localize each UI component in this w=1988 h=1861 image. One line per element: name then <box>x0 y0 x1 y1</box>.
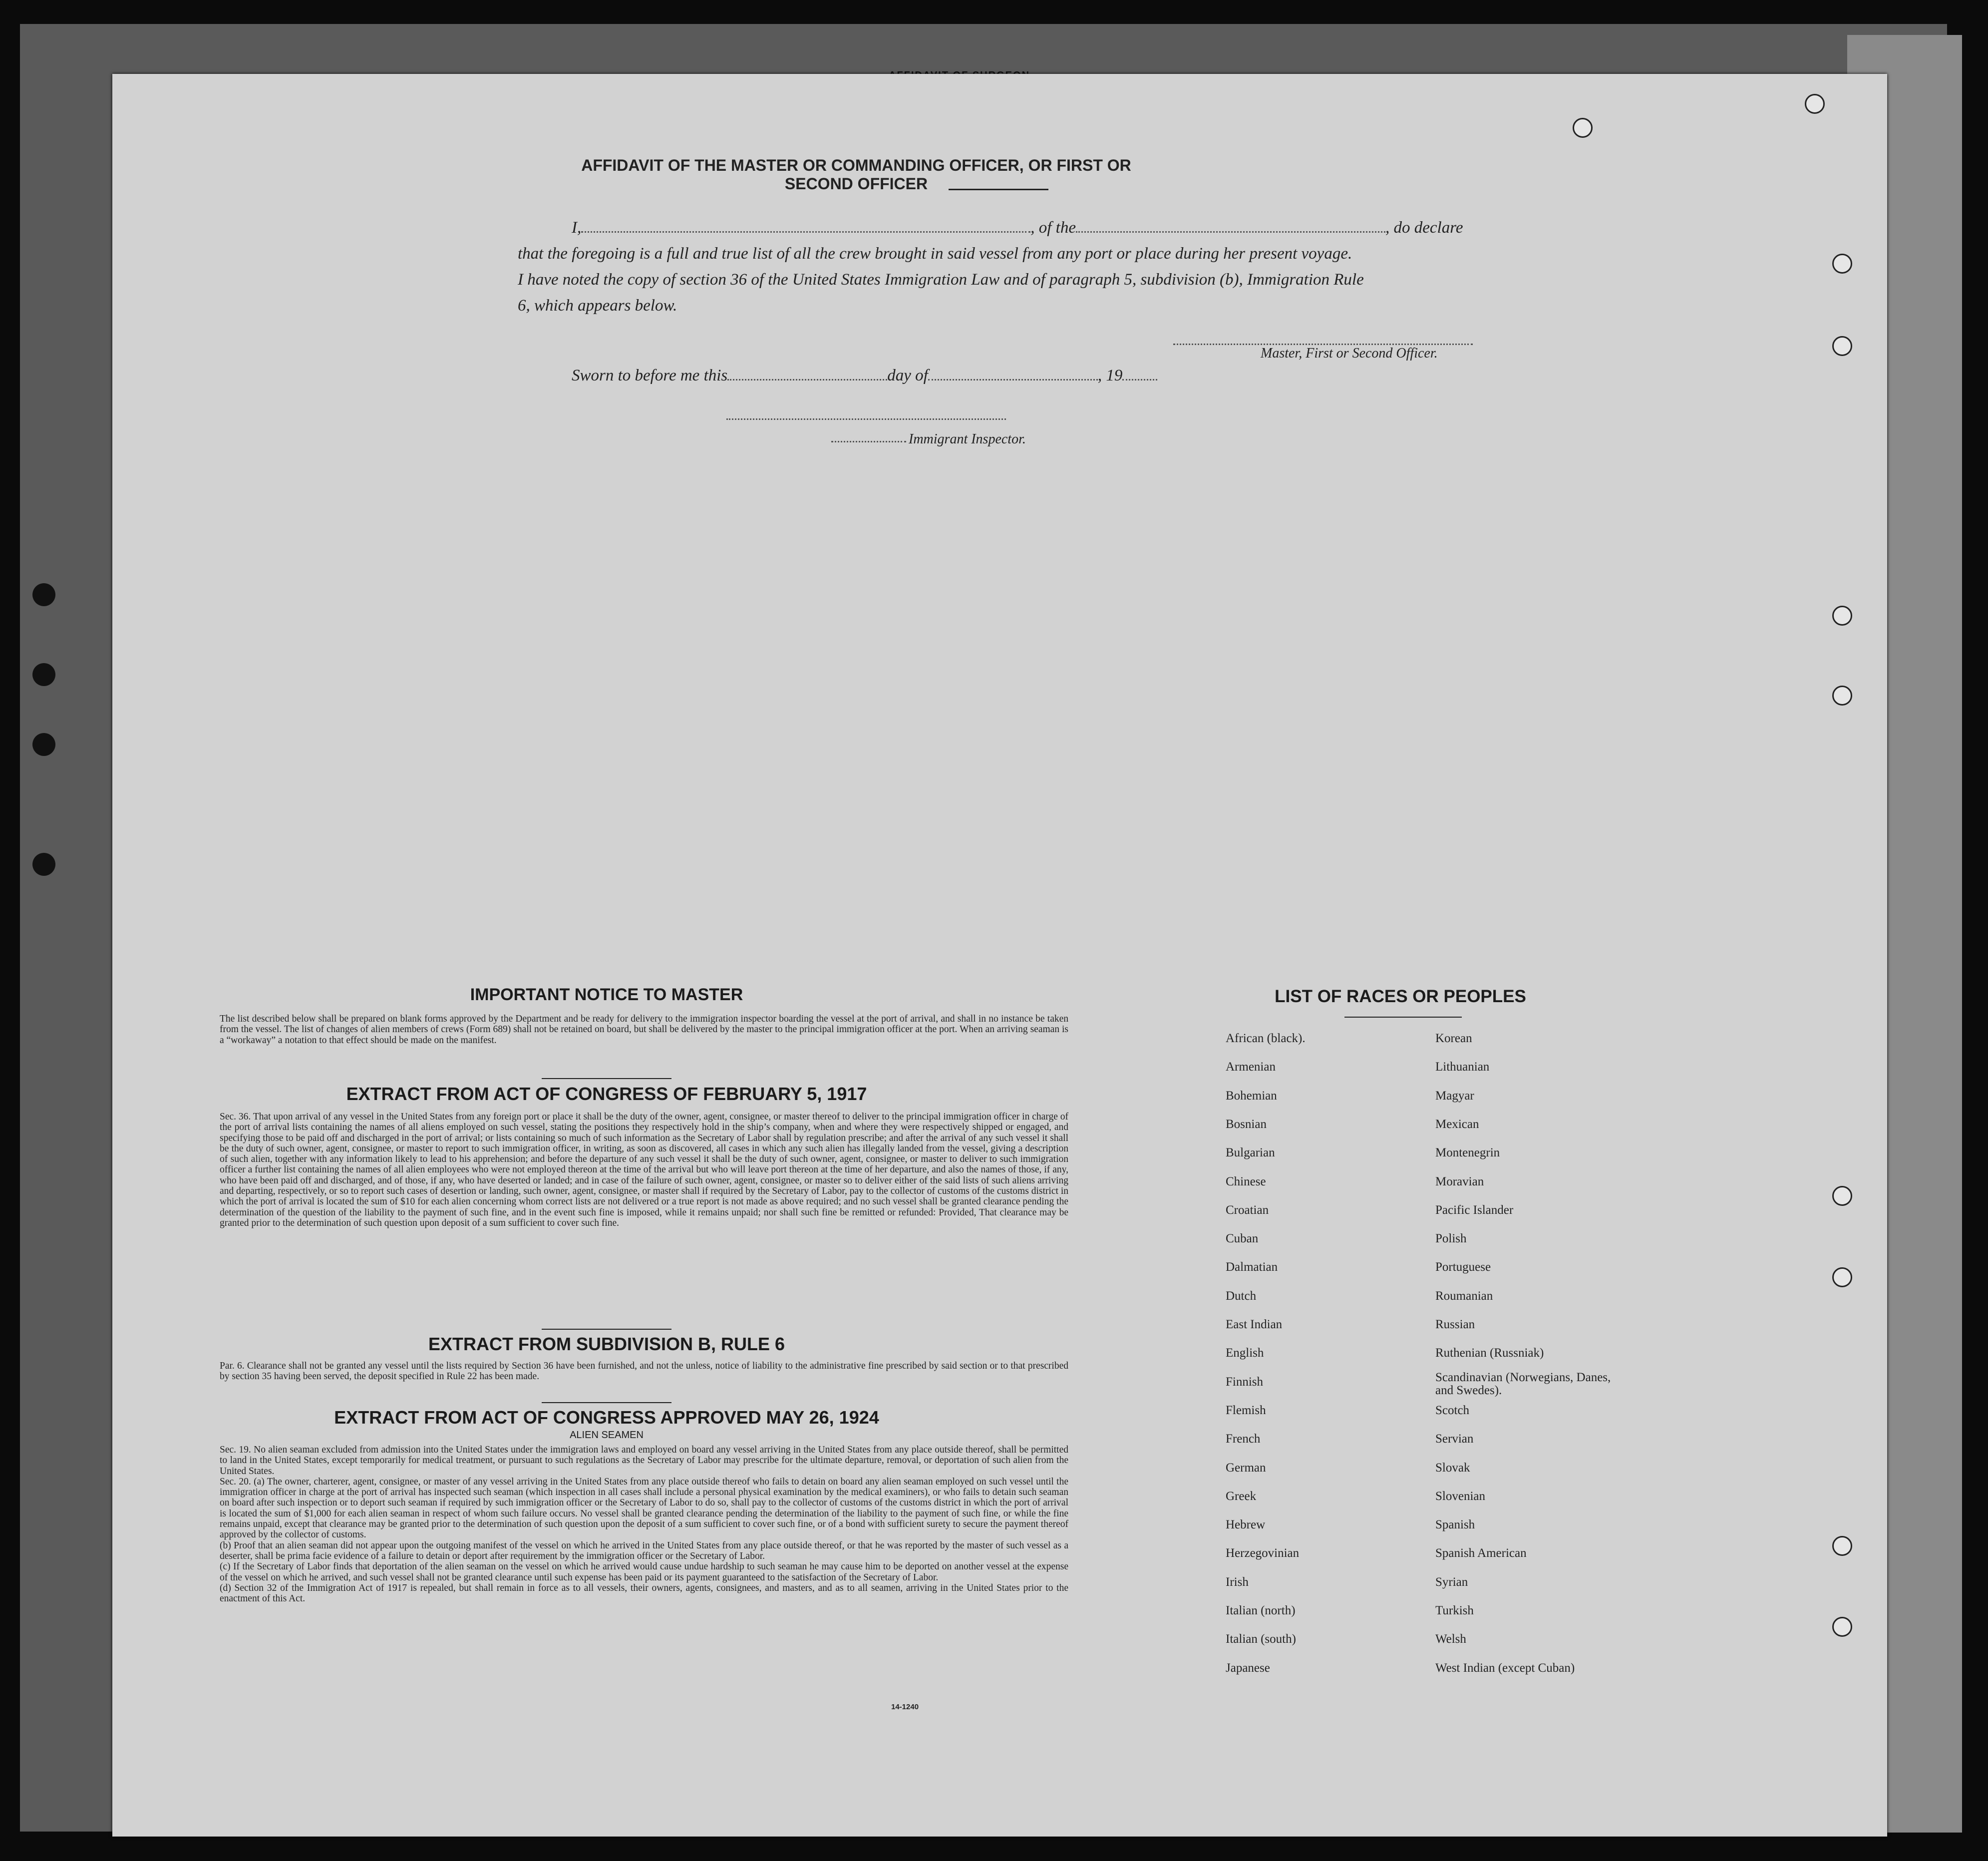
sec20c-text: (c) If the Secretary of Labor finds that deportation of the alien seaman on the vessel on which he arrived would cause undue hardship to such seaman he may cause him to be deported on another vessel at the expense of the vessel on which he arrived, and such vessel shall not be granted clearance until such expense has been paid or its payment guaranteed to the satisfaction of the Secretary of Labor. <box>220 1561 1068 1583</box>
race-item: English <box>1226 1346 1264 1360</box>
race-item: Slovenian <box>1435 1489 1485 1503</box>
race-item: Scandinavian (Norwegians, Danes, and Swedes). <box>1435 1370 1611 1397</box>
race-item: Syrian <box>1435 1575 1468 1589</box>
binder-hole <box>32 583 55 606</box>
race-item: Greek <box>1226 1489 1257 1503</box>
race-item: Chinese <box>1226 1174 1266 1188</box>
manifest-page <box>112 74 1887 1837</box>
punch-hole <box>1832 336 1852 356</box>
name-blank[interactable] <box>581 231 1030 233</box>
affidavit-line-1 <box>572 219 1463 237</box>
sec19-text: Sec. 19. No alien seaman excluded from admission into the United States under the immigration laws and employed on board any vessel arriving in the United States from any place outside thereof, shall be permitted to land in the United States, except temporarily for medical treatment, or pursuant to such regulations as the Secretary of Labor may prescribe for the ultimate departure, removal, or deportation of such alien from the United States. <box>220 1445 1068 1477</box>
notice-title: IMPORTANT NOTICE TO MASTER <box>470 985 743 1004</box>
affidavit-line-3: I have noted the copy of section 36 of the United States Immigration Law and of paragraph 5, subdivision (b), Immigration Rule <box>518 271 1364 289</box>
race-item: Polish <box>1435 1232 1467 1246</box>
race-item: Spanish American <box>1435 1546 1527 1560</box>
race-item: Dutch <box>1226 1289 1257 1303</box>
form-number: 14-1240 <box>891 1703 919 1711</box>
divider <box>949 189 1048 190</box>
day-blank[interactable] <box>727 379 887 380</box>
race-item: Flemish <box>1226 1403 1266 1417</box>
race-item: Finnish <box>1226 1375 1264 1389</box>
race-item: Russian <box>1435 1318 1475 1331</box>
binder-hole <box>32 663 55 686</box>
race-item: Italian (south) <box>1226 1632 1296 1646</box>
divider <box>542 1329 671 1330</box>
race-item: Hebrew <box>1226 1518 1266 1532</box>
extract-1924-text <box>220 1445 1068 1604</box>
race-item: Magyar <box>1435 1089 1474 1103</box>
race-item: East Indian <box>1226 1318 1283 1331</box>
affidavit-line-4: 6, which appears below. <box>518 297 677 315</box>
race-item: Turkish <box>1435 1604 1474 1617</box>
race-item: Japanese <box>1226 1661 1270 1675</box>
inspector-signature-blank-2[interactable] <box>831 441 906 442</box>
sec20d-text: (d) Section 32 of the Immigration Act of 1917 is repealed, but shall remain in force as to all vessels, their owners, agents, consignees, and masters, and as to all seamen, arriving in the United States prior to the enactment of this Act. <box>220 1582 1068 1604</box>
punch-hole <box>1573 118 1593 138</box>
race-item: Ruthenian (Russniak) <box>1435 1346 1544 1360</box>
race-item: Montenegrin <box>1435 1146 1500 1160</box>
extract-1924-title: EXTRACT FROM ACT OF CONGRESS APPROVED MAY 26, 1924 <box>334 1407 879 1428</box>
binder-hole <box>32 853 55 876</box>
inspector-signature-label: Immigrant Inspector. <box>909 431 1026 447</box>
race-item: Portuguese <box>1435 1260 1491 1274</box>
race-item: Korean <box>1435 1032 1472 1045</box>
race-item: Slovak <box>1435 1461 1470 1475</box>
punch-hole <box>1832 1186 1852 1206</box>
extract-1917-text: Sec. 36. That upon arrival of any vessel in the United States from any foreign port or place it shall be the duty of the owner, agent, consignee, or master thereof to deliver to the principal immigration officer in charge of the port of arrival lists containing the names of all aliens employed on such vessel, stating the positions they respectively hold in the ship’s company, when and where they were respectively shipped or engaged, and specifying those to be paid off and discharged in the port of arrival; or lists containing so much of such information as the Secretary of Labor shall by regulation prescribe; and after the arrival of any such vessel it shall be the duty of such owner, agent, consignee, or master to report to such immigration officer, in writing, as soon as discovered, all cases in which any such alien has illegally landed from the vessel, giving a description of such alien, together with any information likely to lead to his apprehension; and before the departure of any such vessel it shall be the duty of such owner, agent, consignee, or master to deliver to such immigration officer a further list containing the names of all alien employees who were not employed thereon at the time of the arrival but who will leave port thereon at the time of her departure, and also the names of those, if any, who have been paid off and discharged, and of those, if any, who have deserted or landed; and in case of the failure of such owner, agent, consignee, or master so to deliver either of the said lists of such aliens arriving and departing, respectively, or so to report such cases of desertion or landing, such owner, agent, consignee, or master shall if required by the Secretary of Labor, pay to the collector of customs of the customs district in which the port of arrival is located the sum of $10 for each alien concerning whom correct lists are not delivered or a true report is not made as above required; and no such vessel shall be granted clearance pending the determination of the question of the liability to the payment of such fine, and in the event such fine is imposed, while it remains unpaid; nor shall such fine be remitted or refunded: Provided, That clearance may be granted prior to the determination of such question upon deposit of a sum sufficient to cover such fine. <box>220 1112 1068 1228</box>
divider <box>1344 1017 1462 1018</box>
sec20a-text: Sec. 20. (a) The owner, charterer, agent, consignee, or master of any vessel arriving in the United States from any place outside thereof who fails to detain on board any alien seaman employed on such vessel until the immigration officer in charge at the port of arrival has inspected such seaman (which inspection in all cases shall include a personal physical examination by the medical examiners), or who fails to detain such seaman on board after such inspection or to deport such seaman if required by such immigration officer or the Secretary of Labor to do so, shall pay to the collector of customs of the customs district in which the port of arrival is located the sum of $1,000 for each alien seaman in respect of whom such failure occurs. No vessel shall be granted clearance pending the determination of the liability to the payment of such fine, or while the fine remains unpaid, except that clearance may be granted prior to the determination of such question upon the deposit of a sum sufficient to cover such fine, or of a bond with sufficient surety to secure the payment thereof approved by the collector of customs. <box>220 1476 1068 1540</box>
race-item: Herzegovinian <box>1226 1546 1300 1560</box>
of-the-label: , of the <box>1030 219 1076 237</box>
declare-label: , do declare <box>1385 219 1463 237</box>
race-item: Croatian <box>1226 1203 1269 1217</box>
punch-hole <box>1805 94 1825 114</box>
race-item: Moravian <box>1435 1174 1484 1188</box>
race-item: Italian (north) <box>1226 1604 1296 1617</box>
divider <box>542 1078 671 1079</box>
punch-hole <box>1832 606 1852 626</box>
affidavit-i-label: I, <box>572 219 582 237</box>
punch-hole <box>1832 1617 1852 1637</box>
races-title: LIST OF RACES OR PEOPLES <box>1275 987 1526 1006</box>
affidavit-title: AFFIDAVIT OF THE MASTER OR COMMANDING OFFICER, OR FIRST OR SECOND OFFICER <box>581 156 1131 193</box>
race-item: Scotch <box>1435 1403 1470 1417</box>
race-item: Servian <box>1435 1432 1474 1446</box>
binder-hole <box>32 733 55 756</box>
race-item: German <box>1226 1461 1266 1475</box>
master-signature-label: Master, First or Second Officer. <box>1261 346 1438 361</box>
race-item: Roumanian <box>1435 1289 1493 1303</box>
inspector-signature-blank[interactable] <box>726 418 1006 420</box>
sworn-label: Sworn to before me this <box>572 367 728 384</box>
punch-hole <box>1832 254 1852 274</box>
sworn-line <box>572 367 1157 385</box>
month-blank[interactable] <box>928 379 1098 380</box>
race-item: Cuban <box>1226 1232 1259 1246</box>
day-of-label: day of <box>887 367 928 384</box>
master-signature-blank[interactable] <box>1173 344 1473 345</box>
year-label: , 19 <box>1097 367 1123 384</box>
affidavit-line-2: that the foregoing is a full and true list of all the crew brought in said vessel from any port or place during her present voyage. <box>518 245 1352 263</box>
race-item: Dalmatian <box>1226 1260 1278 1274</box>
race-item: Irish <box>1226 1575 1249 1589</box>
race-item: Bulgarian <box>1226 1146 1275 1160</box>
race-item: Pacific Islander <box>1435 1203 1514 1217</box>
notice-text: The list described below shall be prepared on blank forms approved by the Department and be ready for delivery to the immigration inspector boarding the vessel at the port of arrival, and shall in no instance be taken from the vessel. The list of changes of alien members of crews (Form 689) shall not be retained on board, but shall be delivered by the master to the principal immigration officer at the port. When an arriving seaman is a “workaway” a notation to that effect should be made on the manifest. <box>220 1014 1068 1046</box>
race-item: Mexican <box>1435 1117 1479 1131</box>
race-item: Lithuanian <box>1435 1060 1490 1074</box>
vessel-blank[interactable] <box>1076 231 1385 233</box>
race-item: Bosnian <box>1226 1117 1267 1131</box>
race-item: West Indian (except Cuban) <box>1435 1661 1575 1675</box>
race-item: Welsh <box>1435 1632 1466 1646</box>
year-blank[interactable] <box>1122 379 1157 380</box>
punch-hole <box>1832 1267 1852 1287</box>
race-item: French <box>1226 1432 1261 1446</box>
divider <box>542 1402 671 1403</box>
extract-1917-title: EXTRACT FROM ACT OF CONGRESS OF FEBRUARY 5, 1917 <box>346 1084 867 1104</box>
race-item: African (black). <box>1226 1032 1306 1045</box>
punch-hole <box>1832 686 1852 706</box>
race-item: Spanish <box>1435 1518 1475 1532</box>
sec20b-text: (b) Proof that an alien seaman did not appear upon the outgoing manifest of the vessel on which he arrived in the United States from any place outside thereof, or that he was reported by the master of such vessel as a deserter, shall be prima facie evidence of a failure to detain or deport after requirement by the immigration officer or the Secretary of Labor. <box>220 1540 1068 1561</box>
race-item: Armenian <box>1226 1060 1276 1074</box>
rule6-title: EXTRACT FROM SUBDIVISION B, RULE 6 <box>428 1334 785 1354</box>
extract-1924-subtitle: ALIEN SEAMEN <box>570 1430 644 1441</box>
punch-hole <box>1832 1536 1852 1556</box>
race-item: Bohemian <box>1226 1089 1277 1103</box>
rule6-text: Par. 6. Clearance shall not be granted any vessel until the lists required by Section 36 have been furnished, and not the unless, notice of liability to the administrative fine prescribed by said section or to that prescribed by section 35 having been served, the deposit specified in Rule 22 has been made. <box>220 1361 1068 1382</box>
